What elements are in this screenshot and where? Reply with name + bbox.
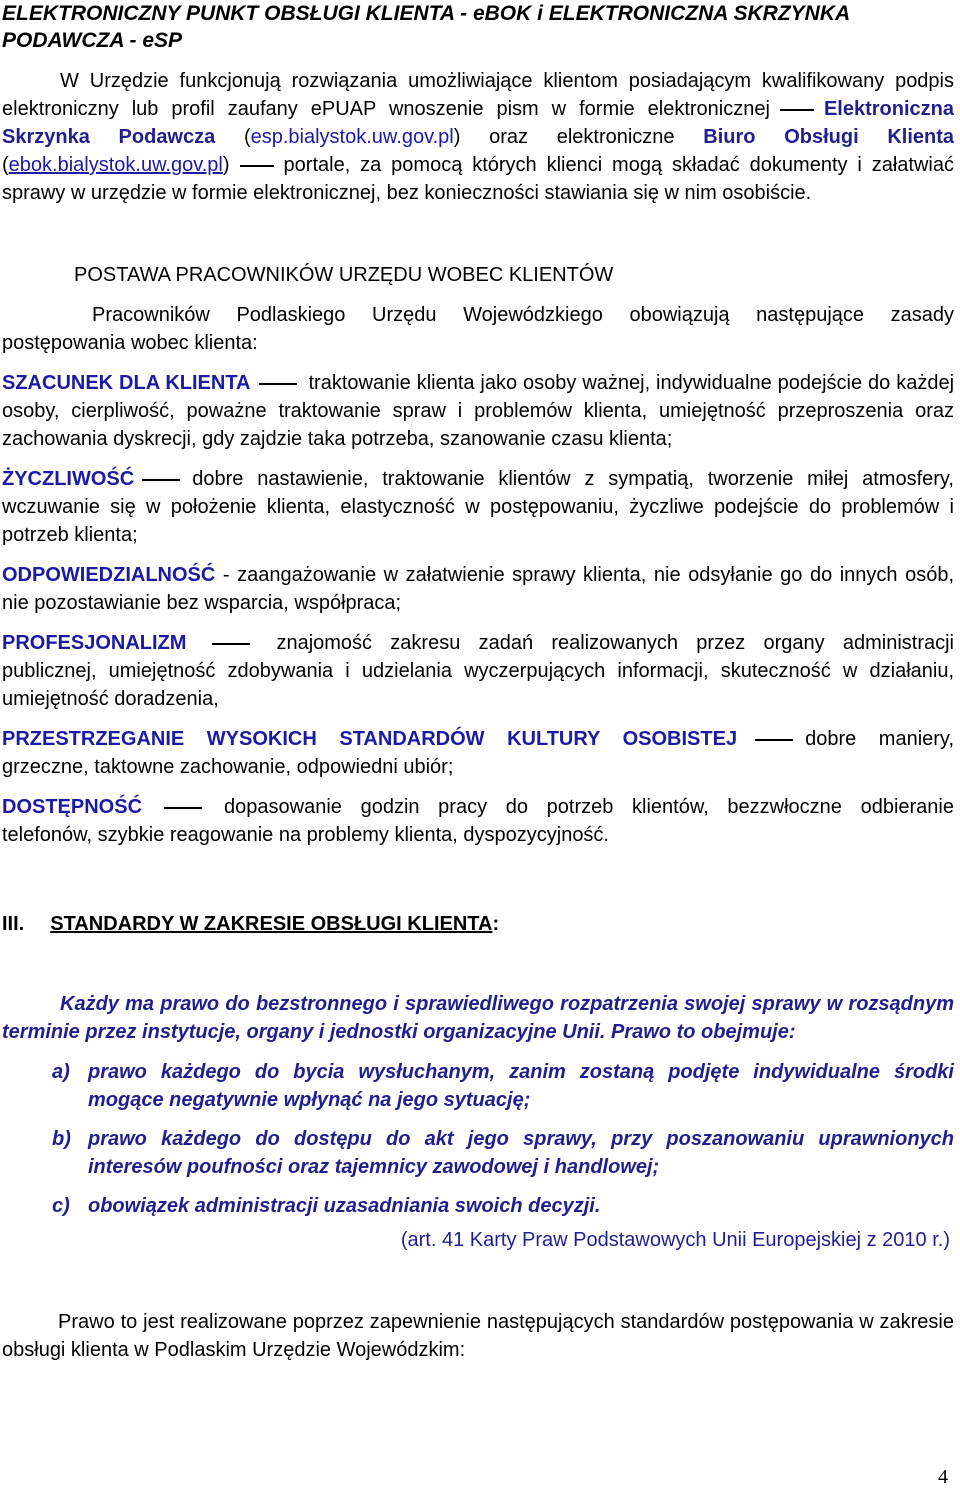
list-item-label: a) — [52, 1061, 70, 1083]
list-item-text: prawo każdego do bycia wysłuchanym, zanim zostaną podjęte indywidualne środki mogące negatywnie wpłynąć na jego sytuację; — [88, 1061, 954, 1111]
ebok-name: Biuro Obsługi Klienta — [703, 126, 955, 148]
ebok-paragraph: W Urzędzie funkcjonują rozwiązania umożliwiające klientom posiadającym kwalifikowany podpis elektroniczny lub profil zaufany ePUAP wnoszenie pism w formie elektronicznej Elektroniczna Skrzynka Podawcza (esp.bialystok.uw.gov.pl) oraz elektroniczne Biuro Obsługi Klienta (ebok.bialystok.uw.gov.pl) portale, za pomocą których klienci mogą składać dokumenty i załatwiać sprawy w urzędzie w formie elektronicznej, bez konieczności stawiania się w nim osobiście. — [2, 70, 955, 204]
citation-open: (art. — [400, 1229, 437, 1251]
principle-culture — [2, 725, 954, 781]
page-number: 4 — [938, 1466, 948, 1488]
closing-paragraph: Prawo to jest realizowane poprzez zapewnienie następujących standardów postępowania w zakresie obsługi klienta w Podlaskim Urzędzie Wojewódzkim: — [2, 1311, 954, 1361]
section-title-colon: : — [492, 913, 500, 935]
principle-term: ŻYCZLIWOŚĆ — [2, 468, 135, 490]
principle-text: znajomość zakresu zadań realizowanych przez organy administracji publicznej, umiejętność zdobywania i udzielania wyczerpujących informacji, skuteczność w działaniu, umiejętność doradzenia, — [2, 632, 954, 710]
principle-term: ODPOWIEDZIALNOŚĆ — [2, 564, 216, 586]
section-number: III. — [2, 913, 25, 935]
section-title-postawa: POSTAWA PRACOWNIKÓW URZĘDU WOBEC KLIENTÓW — [74, 264, 614, 286]
citation-body: 41 Karty Praw Podstawowych Unii Europejskiej z 2010 r. — [441, 1229, 944, 1251]
principle-term: DOSTĘPNOŚĆ — [2, 796, 143, 818]
principle-availability — [2, 793, 954, 849]
esp-link[interactable]: esp.bialystok.uw.gov.pl — [250, 126, 454, 148]
em-dash-icon — [259, 383, 297, 385]
eu-right-statement — [2, 990, 954, 1046]
principle-respect — [2, 369, 954, 453]
principle-kindness — [2, 465, 954, 549]
principle-professionalism — [2, 629, 954, 713]
section-heading-ebok: ELEKTRONICZNY PUNKT OBSŁUGI KLIENTA - eBOK i ELEKTRONICZNA SKRZYNKA PODAWCZA - eSP — [2, 2, 850, 52]
principle-term: PROFESJONALIZM — [2, 632, 187, 654]
principle-responsibility — [2, 561, 954, 617]
list-item-label: b) — [52, 1128, 71, 1150]
em-dash-icon — [780, 109, 814, 111]
em-dash-icon — [164, 807, 202, 809]
list-item-text: prawo każdego do dostępu do akt jego sprawy, przy poszanowaniu uprawnionych interesów poufności oraz tajemnicy zawodowej i handlowej; — [88, 1128, 954, 1178]
list-item-label: c) — [52, 1195, 70, 1217]
principle-term: PRZESTRZEGANIE WYSOKICH STANDARDÓW KULTURY OSOBISTEJ — [2, 728, 738, 750]
em-dash-icon — [142, 479, 180, 481]
esp-name: Elektroniczna Skrzynka Podawcza — [2, 98, 954, 148]
principle-separator: - — [222, 564, 230, 586]
ebok-text-c: portale, za pomocą których klienci mogą składać dokumenty i załatwiać sprawy w urzędzie w formie elektronicznej, bez konieczności stawiania się w nim osobiście. — [2, 154, 954, 204]
ebok-text-a: W Urzędzie funkcjonują rozwiązania umożliwiające klientom posiadającym kwalifikowany podpis elektroniczny lub profil zaufany ePUAP wnoszenie pism w formie elektronicznej — [2, 70, 954, 120]
principle-text: dobre maniery, grzeczne, taktowne zachowanie, odpowiedni ubiór; — [2, 728, 954, 778]
principle-text: dobre nastawienie, traktowanie klientów z sympatią, tworzenie miłej atmosfery, wczuwanie się w położenie klienta, elastyczność w postępowaniu, życzliwe podejście do problemów i potrzeb klienta; — [2, 468, 954, 546]
em-dash-icon — [240, 165, 274, 167]
eu-right-text: Każdy ma prawo do bezstronnego i sprawiedliwego rozpatrzenia swojej sprawy w rozsądnym terminie przez instytucje, organy i jednostki organizacyjne Unii. — [2, 993, 954, 1043]
principle-text: zaangażowanie w załatwienie sprawy klienta, nie odsyłanie go do innych osób, nie pozostawianie bez wsparcia, współpraca; — [2, 564, 955, 614]
list-item — [2, 1192, 954, 1220]
eu-rights-list — [2, 1058, 954, 1220]
citation-close: ) — [943, 1229, 950, 1251]
ebok-text-b: oraz elektroniczne — [489, 126, 675, 148]
eu-right-includes: Prawo to obejmuje: — [611, 1021, 796, 1043]
citation — [2, 1226, 954, 1254]
list-item — [2, 1058, 954, 1114]
principle-text: traktowanie klienta jako osoby ważnej, indywidualne podejście do każdej osoby, cierpliwość, poważne traktowanie spraw i problemów klienta, umiejętność przeproszenia oraz zachowania dyskrecji, gdy zajdzie taka potrzeba, szanowanie czasu klienta; — [2, 372, 955, 450]
section-title-standards — [2, 910, 954, 938]
list-item-text: obowiązek administracji uzasadniania swoich decyzji. — [88, 1195, 601, 1217]
em-dash-icon — [755, 739, 793, 741]
principle-text: dopasowanie godzin pracy do potrzeb klientów, bezzwłoczne odbieranie telefonów, szybkie reagowanie na problemy klienta, dyspozycyjność. — [2, 796, 954, 846]
em-dash-icon — [212, 643, 250, 645]
ebok-link[interactable]: ebok.bialystok.uw.gov.pl — [8, 154, 223, 176]
postawa-intro: Pracowników Podlaskiego Urzędu Wojewódzkiego obowiązują następujące zasady postępowania wobec klienta: — [2, 304, 954, 354]
principle-term: SZACUNEK DLA KLIENTA — [2, 372, 251, 394]
list-item — [2, 1125, 954, 1181]
section-title-text: STANDARDY W ZAKRESIE OBSŁUGI KLIENTA — [50, 913, 493, 935]
